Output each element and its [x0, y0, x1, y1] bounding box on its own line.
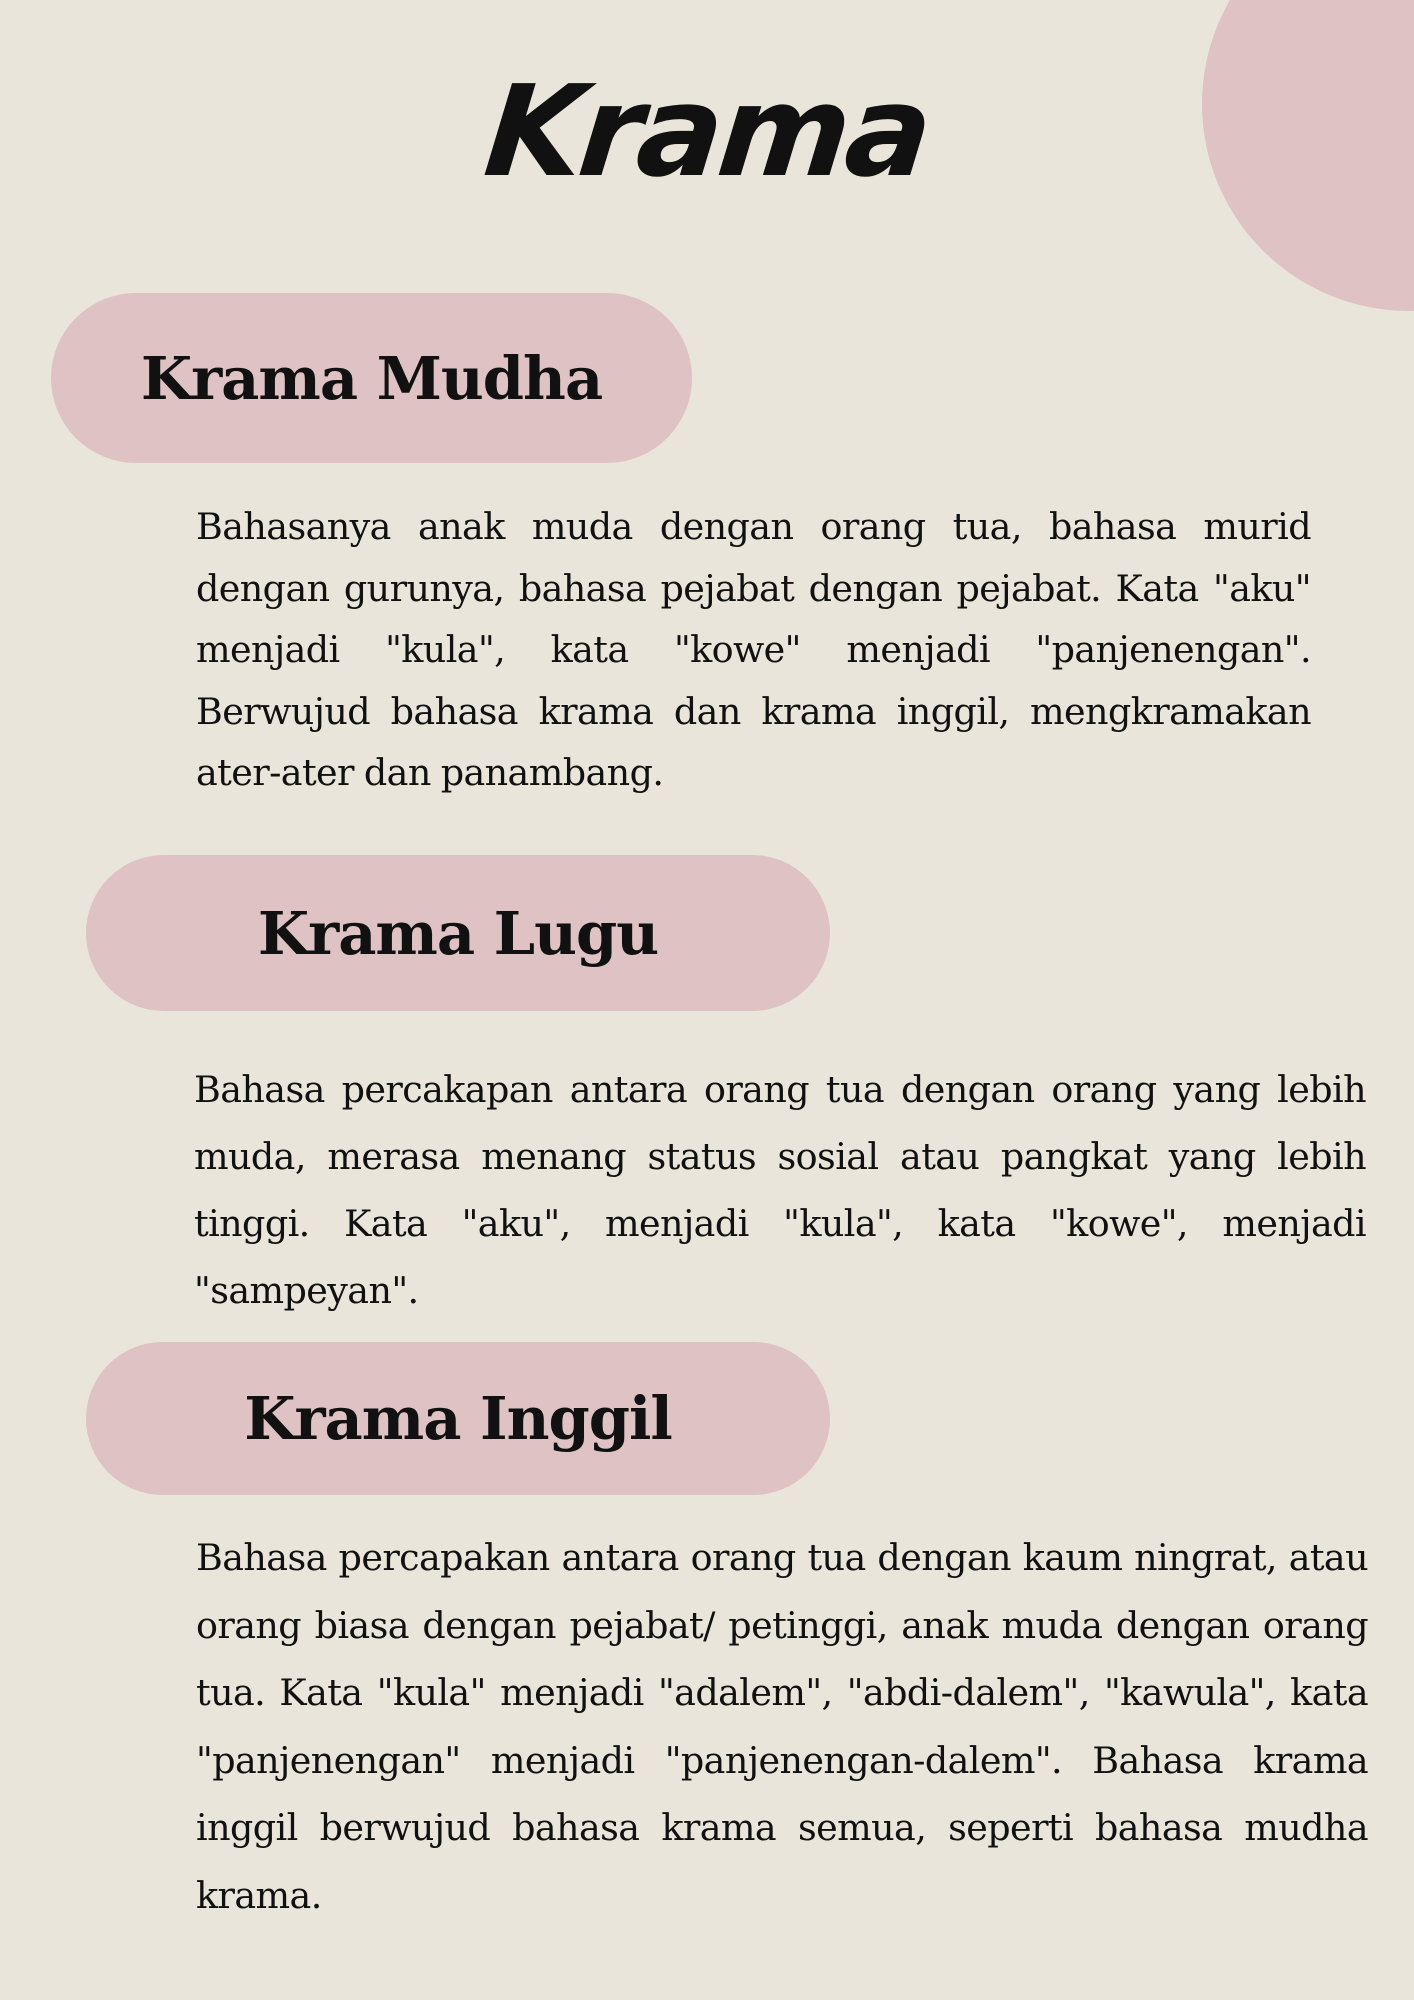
section-heading-pill-krama-inggil — [86, 1342, 830, 1495]
section-heading-pill-krama-lugu — [86, 855, 830, 1011]
section-body-krama-mudha: Bahasanya anak muda dengan orang tua, bahasa murid dengan gurunya, bahasa pejabat dengan pejabat. Kata "aku" menjadi "kula", kata "kowe" menjadi "panjenengan". Berwujud bahasa krama dan krama inggil, mengkramakan ater-ater dan panambang. — [196, 505, 1311, 794]
page-title: Krama — [478, 58, 936, 205]
section-heading-pill-krama-mudha — [51, 293, 692, 463]
section-heading-krama-inggil: Krama Inggil — [244, 1384, 672, 1453]
section-body-krama-lugu: Bahasa percakapan antara orang tua dengan orang yang lebih muda, merasa menang status sosial atau pangkat yang lebih tinggi. Kata "aku", menjadi "kula", kata "kowe", menjadi "sampeyan". — [194, 1068, 1366, 1312]
section-heading-krama-mudha: Krama Mudha — [140, 343, 603, 413]
section-body-krama-inggil: Bahasa percapakan antara orang tua dengan kaum ningrat, atau orang biasa dengan pejabat/ petinggi, anak muda dengan orang tua. Kata "kula" menjadi "adalem", "abdi-dalem", "kawula", kata "panjenengan" menjadi "panjenengan-dalem". Bahasa krama inggil berwujud bahasa krama semua, seperti bahasa mudha krama. — [196, 1536, 1368, 1917]
section-heading-krama-lugu: Krama Lugu — [257, 898, 659, 968]
